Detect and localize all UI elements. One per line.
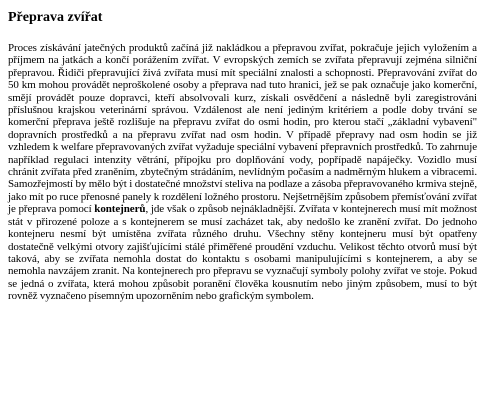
paragraph-text-part2: , jde však o způsob nejnákladnější. Zvířata v kontejnerech musí mít možnost stát v přirozené poloze a s kontejnerem se musí zacházet tak, aby nedošlo ke zranění zvířat. Do jednoho kontejneru nesmí být umístěna zvířata různého druhu. Všechny stěny kontejneru musí být opatřeny dostatečně velkými otvory zajišťujícími stálé přiměřené proudění vzduchu. Velikost těchto otvorů musí být taková, aby se zvířata nemohla dostat do kontaktu s osobami manipulujícími s kontejnerem, a aby se nemohla navzájem zranit. Na kontejnerech pro přepravu se vyznačují symboly polohy zvířat ve stoje. Pokud se jedná o zvířata, která mohou způsobit poranění člověka kousnutím nebo jiným způsobem, musí to být rovněž vyznačeno písemným upozorněním nebo grafickým symbolem. <box>8 203 477 303</box>
body-paragraph <box>8 42 477 303</box>
emphasized-word: kontejnerů <box>94 203 146 216</box>
paragraph-text-part1: Proces získávání jatečných produktů začíná již nakládkou a přepravou zvířat, pokračuje jejich vyložením a příjmem na jatkách a končí porážením zvířat. V evropských zemích se zvířata přepravují zejména silniční přepravou. Řidiči přepravující živá zvířata musí mít speciální znalosti a schopnosti. Přepravování zvířat do 50 km mohou provádět neproškolené osoby a přeprava nad tuto hranici, jež se pak označuje jako komerční, smějí provádět pouze dopravci, kteří absolvovali kurz, získali osvědčení a následně byli zaregistrováni příslušnou krajskou veterinární správou. Vzdálenost ale není jediným kritériem a podle doby trvání se komerční přeprava ještě rozlišuje na přepravu zvířat do osmi hodin, pro kterou stačí „základní vybavení" dopravních prostředků a na přepravu zvířat nad osm hodin. V případě přepravy nad osm hodin se již vzhledem k welfare přepravovaných zvířat vyžaduje speciální vybavení přepravních prostředků. To zahrnuje například regulaci intenzity větrání, přípojku pro doplňování vody, popřípadě napáječky. Vozidlo musí chránit zvířata před zraněním, zbytečným strádáním, nevlídným počasím a nadměrným hlukem a vibracemi. Samozřejmostí by mělo být i dostatečné množství steliva na podlaze a zásoba přepravovaného krmiva stejně, jako mít po ruce přenosné panely k rozdělení ložného prostoru. Nejšetrnějším způsobem přemísťování zvířat je přeprava pomocí <box>8 42 477 216</box>
document-title: Přeprava zvířat <box>8 10 103 25</box>
